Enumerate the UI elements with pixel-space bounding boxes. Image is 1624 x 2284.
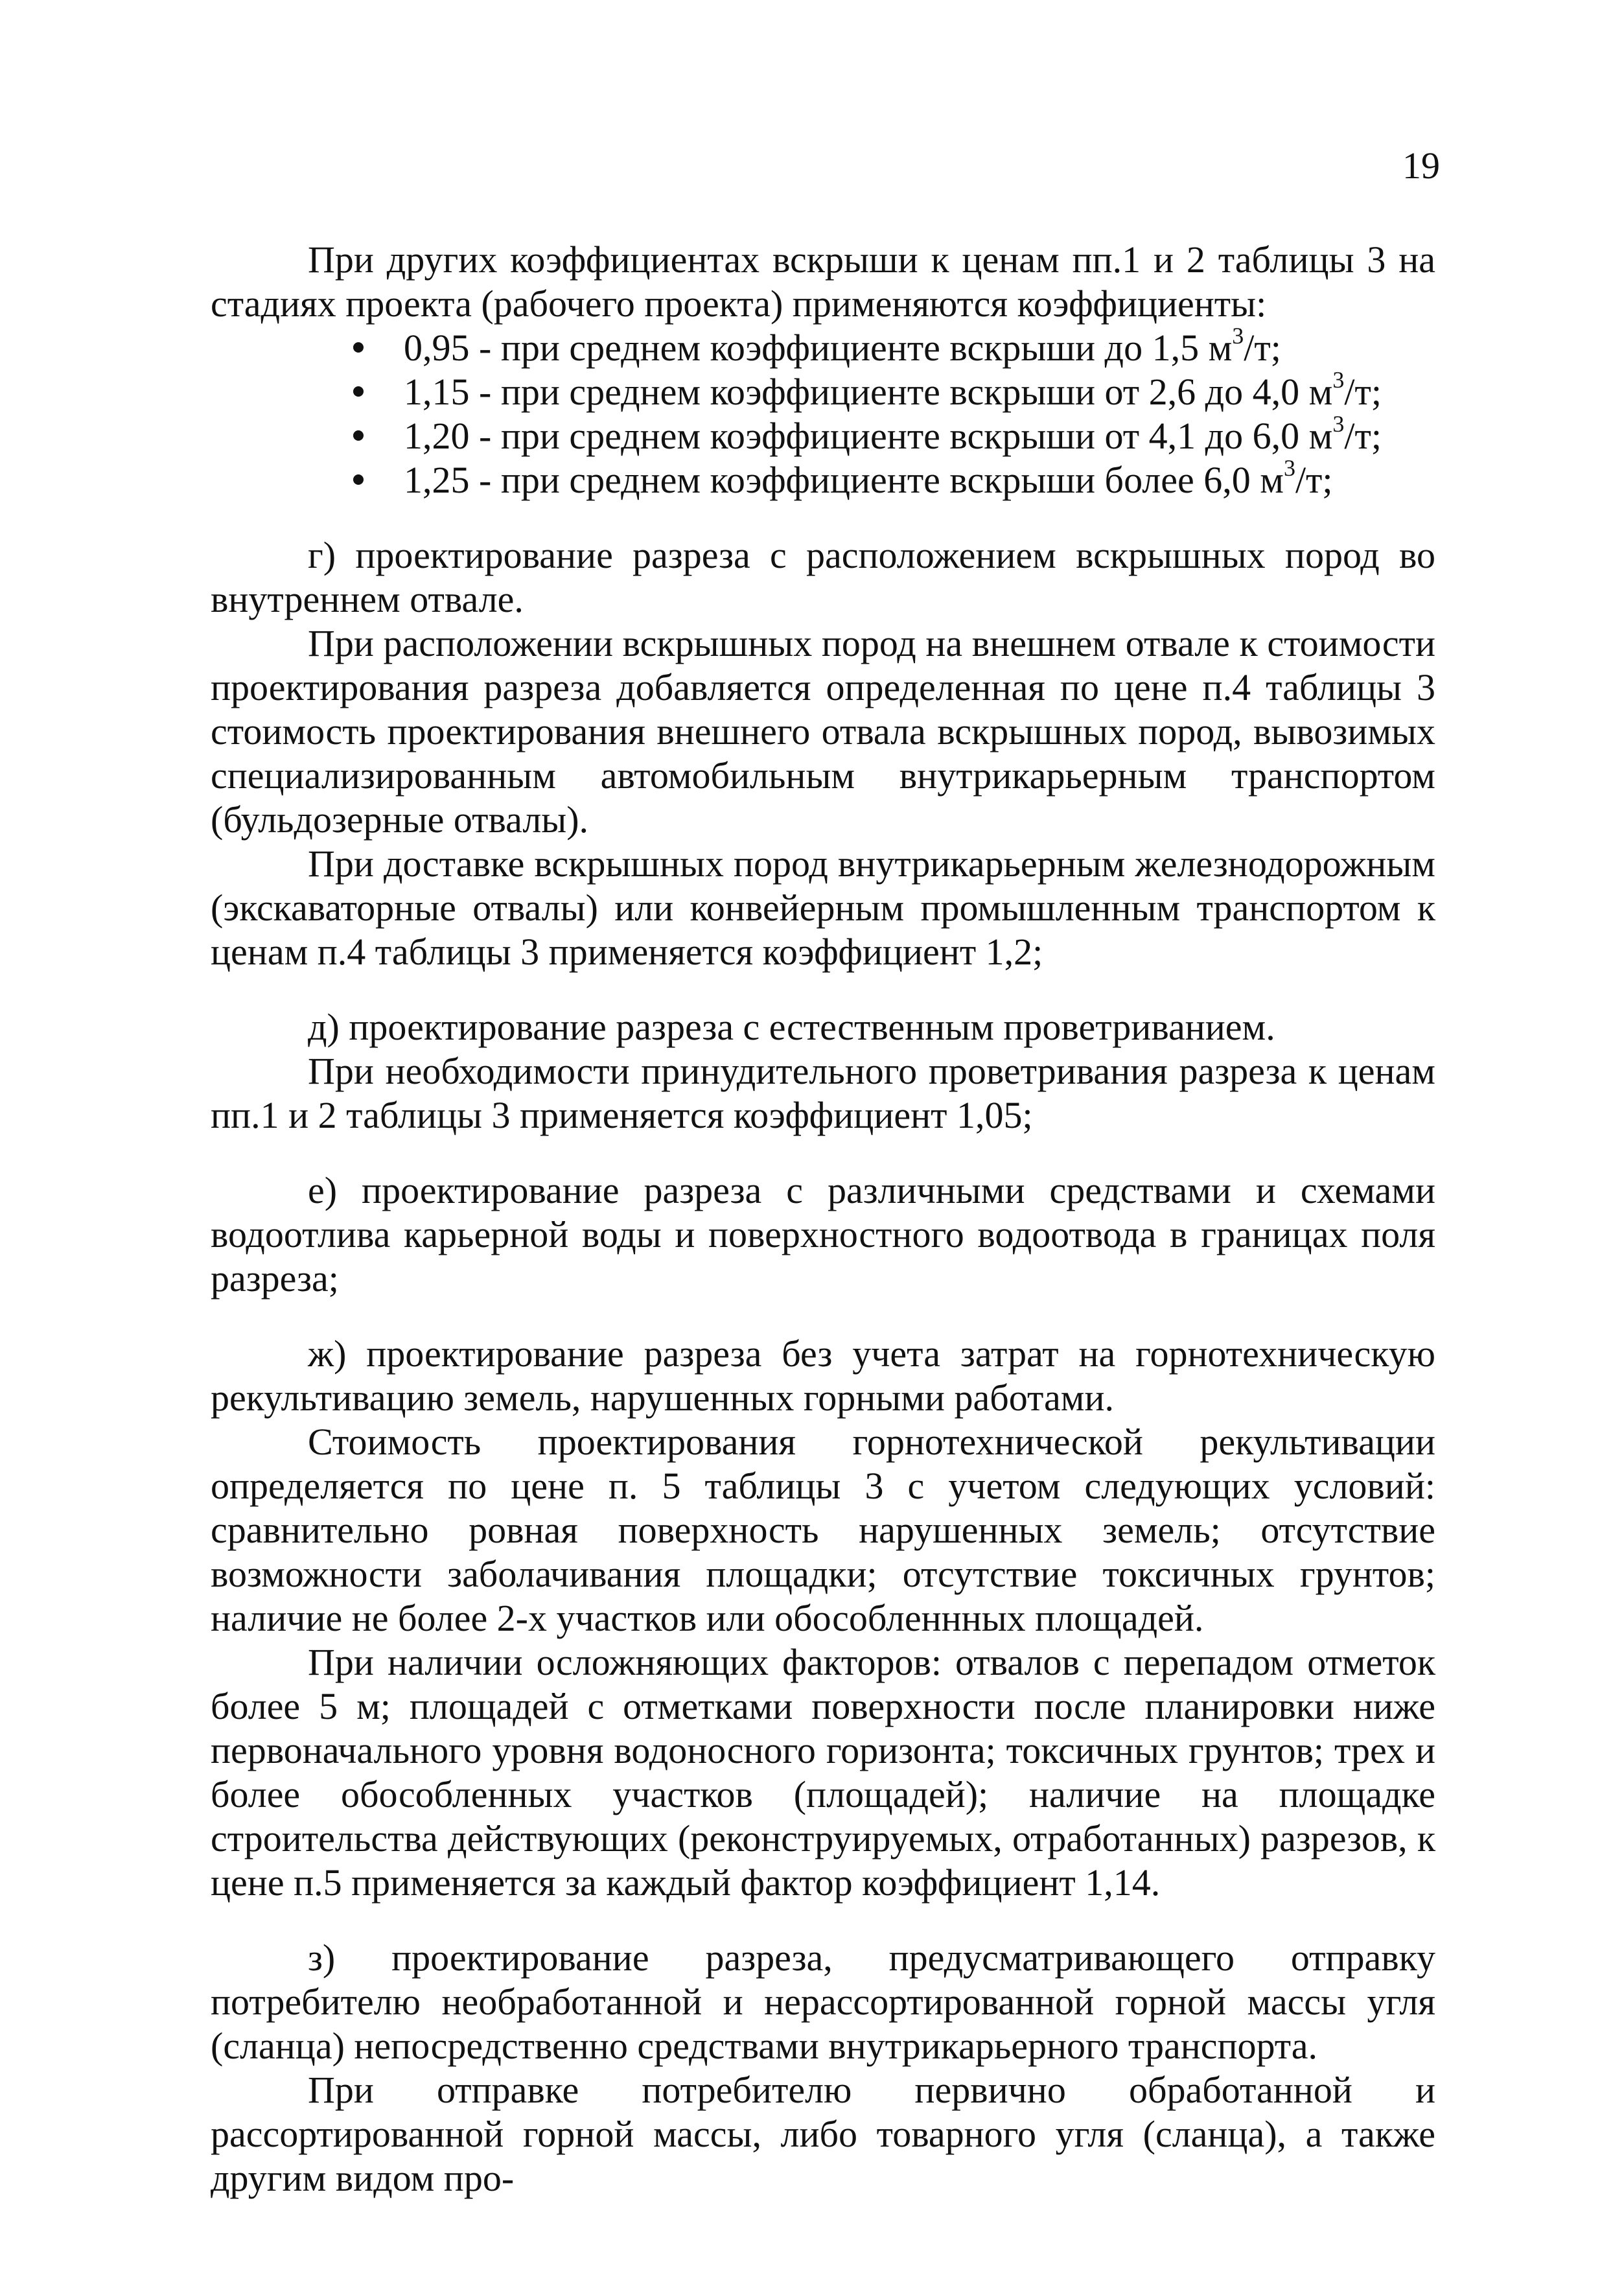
list-item: [211, 322, 1435, 370]
list-item-text: 1,20 - при среднем коэффициенте вскрыши от 4,1 до 6,0 м: [404, 415, 1333, 457]
coefficient-list: [211, 322, 1435, 502]
section-e-heading: е) проектирование разреза с различными средствами и схемами водоотлива карьерной воды и поверхностного водоотвода в границах поля разреза;: [211, 1169, 1435, 1299]
list-item-text: 1,25 - при среднем коэффициенте вскрыши более 6,0 м: [404, 459, 1284, 501]
section-d-heading: д) проектирование разреза с естественным проветриванием.: [308, 1006, 1275, 1048]
intro-paragraph: При других коэффициентах вскрыши к ценам пп.1 и 2 таблицы 3 на стадиях проекта (рабочего проекта) применяются коэффициенты:: [211, 239, 1435, 325]
section-g-paragraph-1: При расположении вскрышных пород на внешнем отвале к стоимости проектирования разреза добавляется определенная по цене п.4 таблицы 3 стоимость проектирования внешнего отвала вскрышных пород, вывозимых специализированным автомобильным внутрикарьерным транспортом (бульдозерные отвалы).: [211, 622, 1435, 841]
page-body: [211, 238, 1435, 2200]
list-item: [211, 366, 1435, 414]
bullet-icon: [353, 342, 364, 353]
section-g-heading: г) проектирование разреза с расположением вскрышных пород во внутреннем отвале.: [211, 534, 1435, 620]
page-number: 19: [1402, 145, 1440, 187]
superscript: 3: [1232, 322, 1244, 349]
section-zh-heading: ж) проектирование разреза без учета затрат на горнотехническую рекультивацию земель, нарушенных горными работами.: [211, 1333, 1435, 1419]
list-item-text: 0,95 - при среднем коэффициенте вскрыши до 1,5 м: [404, 327, 1233, 369]
list-item: [211, 454, 1435, 502]
bullet-icon: [353, 474, 364, 485]
section-zh-paragraph-2: При наличии осложняющих факторов: отвалов с перепадом отметок более 5 м; площадей с отметками поверхности после планировки ниже первоначального уровня водоносного горизонта; токсичных грунтов; трех и более обособленных участков (площадей); наличие на площадке строительства действующих (реконструируемых, отработанных) разрезов, к цене п.5 применяется за каждый фактор коэффициент 1,14.: [211, 1641, 1435, 1904]
section-d-paragraph-1: При необходимости принудительного проветривания разреза к ценам пп.1 и 2 таблицы 3 применяется коэффициент 1,05;: [211, 1050, 1435, 1136]
list-item-unit: /т;: [1244, 327, 1281, 369]
list-item-unit: /т;: [1344, 415, 1382, 457]
list-item: [211, 410, 1435, 458]
list-item-text: 1,15 - при среднем коэффициенте вскрыши от 2,6 до 4,0 м: [404, 371, 1333, 413]
section-z-paragraph-1: При отправке потребителю первично обработанной и рассортированной горной массы, либо товарного угля (сланца), а также другим видом про-: [211, 2069, 1435, 2199]
superscript: 3: [1283, 454, 1295, 481]
section-z-heading: з) проектирование разреза, предусматривающего отправку потребителю необработанной и нерассортированной горной массы угля (сланца) непосредственно средствами внутрикарьерного транспорта.: [211, 1937, 1435, 2067]
section-zh-paragraph-1: Стоимость проектирования горнотехнической рекультивации определяется по цене п. 5 таблицы 3 с учетом следующих условий: сравнительно ровная поверхность нарушенных земель; отсутствие возможности заболачивания площадки; отсутствие токсичных грунтов; наличие не более 2-х участков или обособленнных площадей.: [211, 1421, 1435, 1639]
bullet-icon: [353, 430, 364, 441]
superscript: 3: [1332, 366, 1345, 393]
superscript: 3: [1332, 410, 1345, 437]
bullet-icon: [353, 386, 364, 397]
list-item-unit: /т;: [1295, 459, 1333, 501]
list-item-unit: /т;: [1344, 371, 1382, 413]
section-g-paragraph-2: При доставке вскрышных пород внутрикарьерным железнодорожным (экскаваторные отвалы) или конвейерным промышленным транспортом к ценам п.4 таблицы 3 применяется коэффициент 1,2;: [211, 843, 1435, 973]
